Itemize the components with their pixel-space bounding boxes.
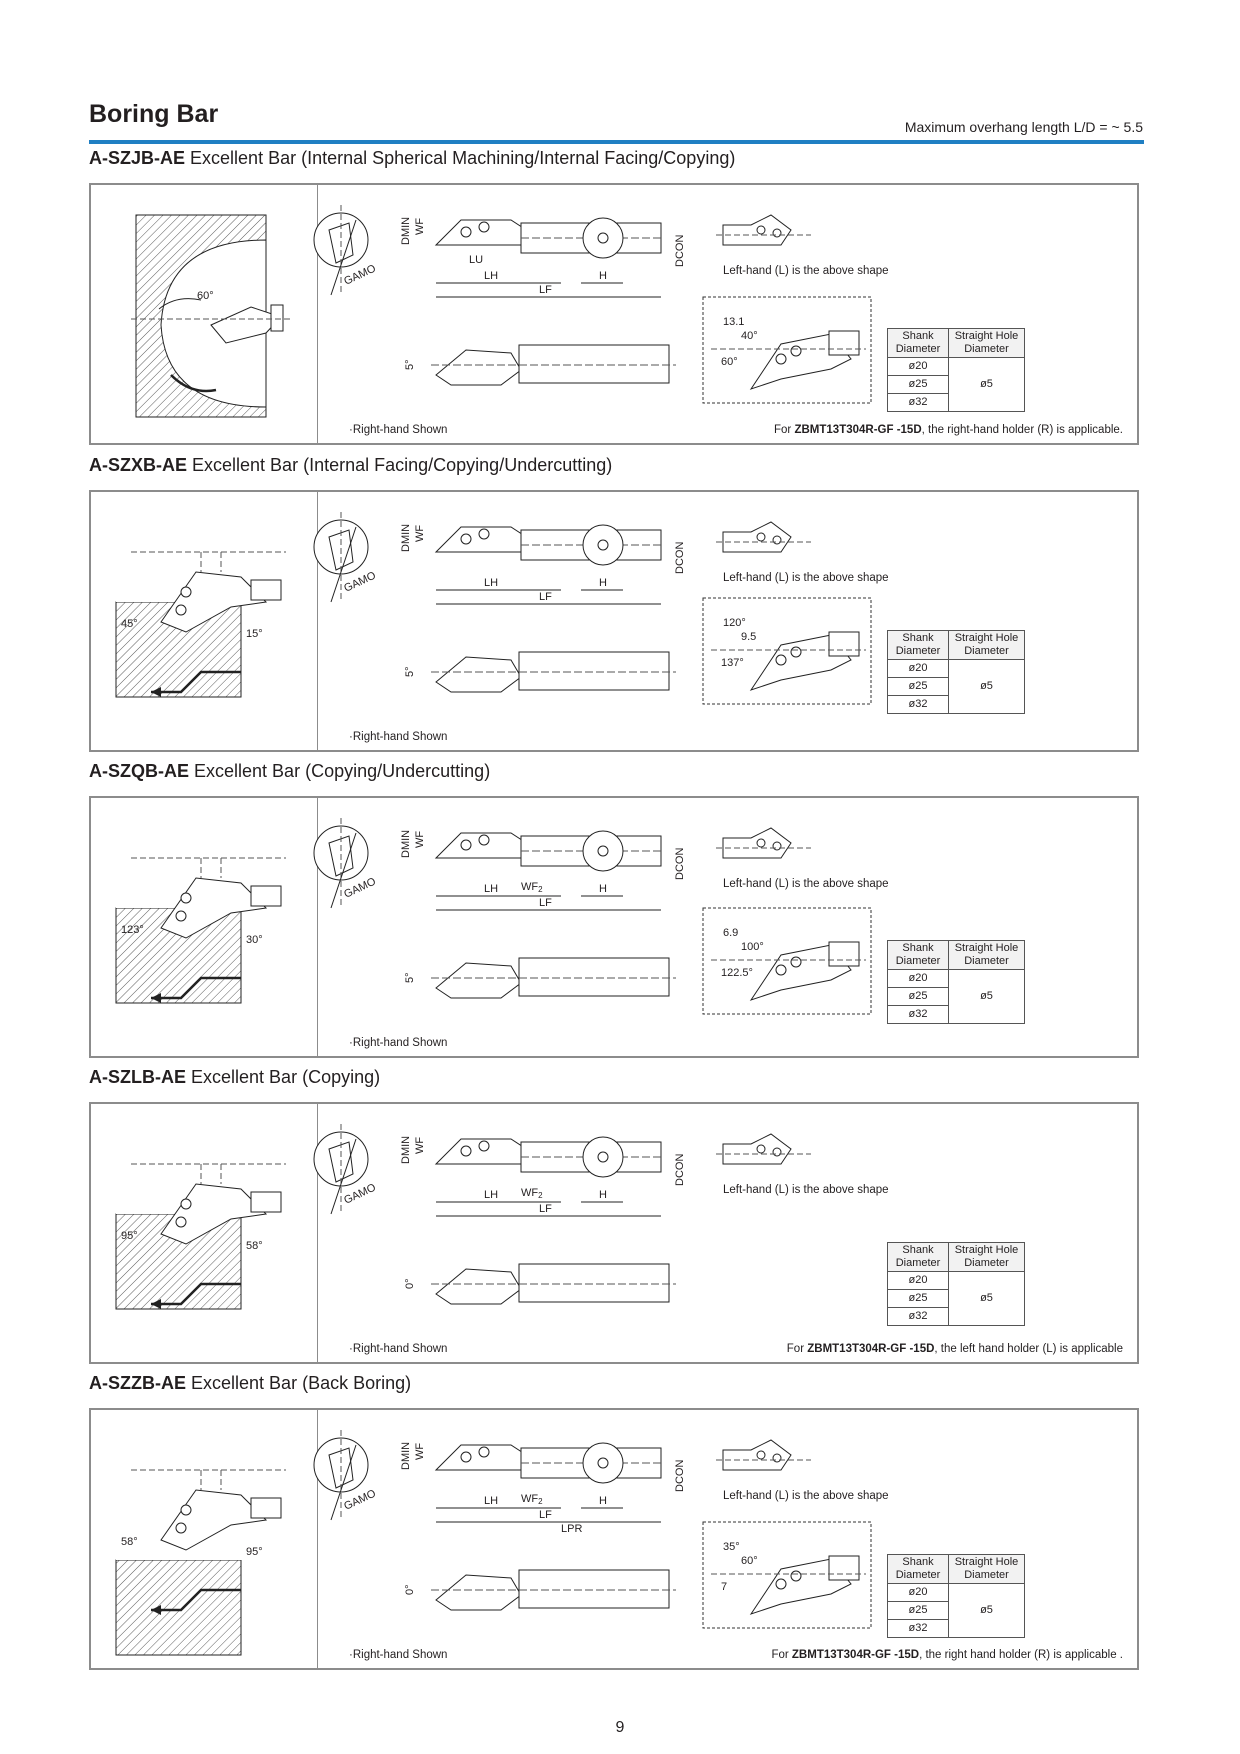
product-code: A-SZXB-AE — [89, 455, 187, 475]
gamo-label: GAMO — [342, 262, 378, 288]
shank-diameter-header: Shank Diameter — [888, 329, 949, 358]
product-panel — [89, 183, 1139, 445]
product-name: Excellent Bar — [191, 1067, 298, 1087]
end-view — [314, 818, 378, 908]
left-hand-note: Left-hand (L) is the above shape — [723, 1184, 889, 1196]
shank-diameter-cell: ø32 — [888, 1006, 949, 1024]
dim-label: WF — [414, 1442, 426, 1460]
spec-table — [887, 328, 1025, 412]
insert-detail-view — [703, 598, 871, 704]
holder-footnote — [787, 1343, 1123, 1355]
left-hand-note: Left-hand (L) is the above shape — [723, 878, 889, 890]
dim-label: LU — [469, 254, 484, 266]
footnote-suffix: , the right-hand holder (R) is applicable. — [921, 424, 1123, 436]
product-desc: (Internal Spherical Machining/Internal Facing/Copying) — [301, 148, 736, 168]
top-view — [404, 1264, 676, 1304]
right-hand-shown-note: ·Right-hand Shown — [349, 424, 448, 436]
left-hand-note: Left-hand (L) is the above shape — [723, 572, 889, 584]
dim-label: LH — [484, 1189, 499, 1201]
angle-label: 95° — [121, 1230, 138, 1242]
product-desc: (Back Boring) — [302, 1373, 412, 1393]
holder-footnote — [771, 1649, 1123, 1661]
end-view — [314, 205, 378, 295]
machining-illustration — [131, 215, 291, 417]
page-title: Boring Bar — [89, 100, 219, 128]
detail-label: 60° — [721, 356, 738, 368]
detail-label: 40° — [741, 330, 758, 342]
shank-diameter-header: Shank Diameter — [888, 631, 949, 660]
angle-label: 5° — [404, 359, 416, 370]
angle-label: 5° — [404, 666, 416, 677]
end-view — [314, 1124, 378, 1214]
detail-label: 35° — [723, 1541, 740, 1553]
side-view — [400, 830, 686, 910]
dim-label: WF2 — [521, 1187, 543, 1200]
angle-label: 123° — [121, 924, 144, 936]
machining-illustration — [116, 1470, 286, 1655]
dim-label: H — [599, 270, 607, 282]
dim-label: LF — [539, 897, 552, 909]
spec-table — [887, 1242, 1025, 1326]
detail-label: 6.9 — [723, 927, 739, 939]
dim-label: H — [599, 883, 607, 895]
section-title — [89, 1373, 411, 1394]
left-hand-note: Left-hand (L) is the above shape — [723, 1490, 889, 1502]
section-title — [89, 1067, 380, 1088]
detail-label: 100° — [741, 941, 764, 953]
product-desc: (Copying/Undercutting) — [305, 761, 491, 781]
shank-diameter-header: Shank Diameter — [888, 1243, 949, 1272]
gamo-label: GAMO — [342, 1487, 378, 1513]
product-panel — [89, 1102, 1139, 1364]
dim-label: LF — [539, 1509, 552, 1521]
detail-label: 122.5° — [721, 967, 753, 979]
footnote-prefix: For — [774, 424, 795, 436]
top-view — [404, 345, 676, 385]
end-view — [314, 512, 378, 602]
dim-label: DMIN — [400, 1135, 412, 1164]
hole-diameter-header: Straight Hole Diameter — [949, 941, 1025, 970]
dim-label: LH — [484, 577, 499, 589]
shank-diameter-cell: ø25 — [888, 1602, 949, 1620]
angle-label: 95° — [246, 1546, 263, 1558]
dim-label: WF — [414, 524, 426, 542]
dim-label: WF — [414, 1136, 426, 1154]
insert-code: ZBMT13T304R-GF -15D — [807, 1343, 935, 1355]
insert-detail-view — [703, 1522, 871, 1628]
shank-diameter-cell: ø20 — [888, 1272, 949, 1290]
side-view — [400, 1442, 686, 1535]
shank-diameter-header: Shank Diameter — [888, 941, 949, 970]
product-name: Excellent Bar — [192, 455, 299, 475]
spec-table — [887, 630, 1025, 714]
side-view — [400, 524, 686, 604]
insert-code: ZBMT13T304R-GF -15D — [791, 1649, 920, 1661]
detail-label: 13.1 — [723, 316, 745, 328]
shank-diameter-cell: ø32 — [888, 696, 949, 714]
top-view — [404, 1570, 676, 1610]
detail-label: 120° — [723, 617, 746, 629]
dim-label: H — [599, 1189, 607, 1201]
left-hand-shape — [716, 522, 811, 552]
shank-diameter-cell: ø32 — [888, 1620, 949, 1638]
dim-label: DCON — [674, 1153, 686, 1186]
dim-label: DMIN — [400, 216, 412, 245]
right-hand-shown-note: ·Right-hand Shown — [349, 1343, 448, 1355]
end-view — [314, 1430, 378, 1520]
hole-diameter-cell: ø5 — [949, 358, 1025, 412]
detail-label: 7 — [721, 1581, 728, 1593]
left-hand-shape — [716, 215, 811, 245]
right-hand-shown-note: ·Right-hand Shown — [349, 1037, 448, 1049]
angle-label: 45° — [121, 618, 138, 630]
product-code: A-SZQB-AE — [89, 761, 189, 781]
dim-label: H — [599, 1495, 607, 1507]
shank-diameter-cell: ø20 — [888, 970, 949, 988]
top-view — [404, 652, 676, 692]
angle-label: 0° — [404, 1278, 416, 1289]
hole-diameter-cell: ø5 — [949, 1584, 1025, 1638]
dim-label: LPR — [561, 1523, 583, 1535]
section-title — [89, 455, 612, 476]
shank-diameter-cell: ø25 — [888, 988, 949, 1006]
machining-illustration — [116, 858, 286, 1003]
insert-detail-view — [703, 297, 871, 403]
detail-label: 60° — [741, 1555, 758, 1567]
machining-illustration — [116, 1164, 286, 1309]
left-hand-note: Left-hand (L) is the above shape — [723, 265, 889, 277]
spec-table — [887, 1554, 1025, 1638]
insert-detail-view — [703, 908, 871, 1014]
left-hand-shape — [716, 1440, 811, 1470]
product-desc: (Copying) — [302, 1067, 381, 1087]
dim-label: DCON — [674, 541, 686, 574]
angle-label: 15° — [246, 628, 263, 640]
section-title — [89, 148, 735, 169]
hole-diameter-header: Straight Hole Diameter — [949, 631, 1025, 660]
spec-table — [887, 940, 1025, 1024]
hole-diameter-cell: ø5 — [949, 660, 1025, 714]
footnote-prefix: For — [786, 1343, 808, 1355]
dim-label: DCON — [674, 1459, 686, 1492]
dim-label: H — [599, 577, 607, 589]
insert-code: ZBMT13T304R-GF -15D — [794, 424, 922, 436]
shank-diameter-cell: ø25 — [888, 678, 949, 696]
shank-diameter-cell: ø32 — [888, 394, 949, 412]
top-view — [404, 958, 676, 998]
dim-label: WF — [414, 217, 426, 235]
gamo-label: GAMO — [342, 875, 378, 901]
title-rule — [89, 140, 1144, 144]
dim-label: LF — [539, 1203, 552, 1215]
side-view — [400, 217, 686, 297]
dim-label: DCON — [674, 847, 686, 880]
detail-label: 137° — [721, 657, 744, 669]
angle-label: 30° — [246, 934, 263, 946]
right-hand-shown-note: ·Right-hand Shown — [349, 731, 448, 743]
angle-label: 5° — [404, 972, 416, 983]
footnote-suffix: , the left hand holder (L) is applicable — [934, 1343, 1123, 1355]
overhang-note: Maximum overhang length L/D = ~ 5.5 — [904, 119, 1143, 135]
detail-label: 9.5 — [741, 631, 757, 643]
product-code: A-SZJB-AE — [89, 148, 186, 168]
left-hand-shape — [716, 828, 811, 858]
dim-label: LF — [539, 591, 552, 603]
left-hand-shape — [716, 1134, 811, 1164]
dim-label: DMIN — [400, 829, 412, 858]
hole-diameter-header: Straight Hole Diameter — [949, 329, 1025, 358]
angle-label: 58° — [121, 1536, 138, 1548]
product-panel — [89, 1408, 1139, 1670]
product-name: Excellent Bar — [190, 148, 297, 168]
section-title — [89, 761, 490, 782]
hole-diameter-cell: ø5 — [949, 1272, 1025, 1326]
product-name: Excellent Bar — [191, 1373, 298, 1393]
dim-label: LF — [539, 284, 552, 296]
page-number: 9 — [615, 1719, 625, 1736]
footnote-prefix: For — [771, 1649, 792, 1661]
dim-label: DCON — [674, 234, 686, 267]
dim-label: LH — [484, 1495, 499, 1507]
shank-diameter-cell: ø32 — [888, 1308, 949, 1326]
dim-label: DMIN — [400, 1441, 412, 1470]
dim-label: LH — [484, 883, 499, 895]
shank-diameter-cell: ø25 — [888, 1290, 949, 1308]
footnote-suffix: , the right hand holder (R) is applicable . — [919, 1649, 1123, 1661]
dim-label: LH — [484, 270, 499, 282]
dim-label: WF2 — [521, 1493, 543, 1506]
product-panel — [89, 490, 1139, 752]
hole-diameter-header: Straight Hole Diameter — [949, 1555, 1025, 1584]
product-code: A-SZLB-AE — [89, 1067, 186, 1087]
product-panel — [89, 796, 1139, 1058]
shank-diameter-cell: ø20 — [888, 358, 949, 376]
gamo-label: GAMO — [342, 569, 378, 595]
angle-label: 58° — [246, 1240, 263, 1252]
angle-label: 0° — [404, 1584, 416, 1595]
shank-diameter-header: Shank Diameter — [888, 1555, 949, 1584]
hole-diameter-header: Straight Hole Diameter — [949, 1243, 1025, 1272]
holder-footnote — [774, 424, 1123, 436]
dim-label: WF — [414, 830, 426, 848]
angle-label: 60° — [197, 290, 214, 302]
machining-illustration — [116, 552, 286, 697]
dim-label: DMIN — [400, 523, 412, 552]
shank-diameter-cell: ø25 — [888, 376, 949, 394]
shank-diameter-cell: ø20 — [888, 660, 949, 678]
hole-diameter-cell: ø5 — [949, 970, 1025, 1024]
gamo-label: GAMO — [342, 1181, 378, 1207]
product-name: Excellent Bar — [194, 761, 301, 781]
shank-diameter-cell: ø20 — [888, 1584, 949, 1602]
dim-label: WF2 — [521, 881, 543, 894]
product-code: A-SZZB-AE — [89, 1373, 186, 1393]
side-view — [400, 1136, 686, 1216]
product-desc: (Internal Facing/Copying/Undercutting) — [303, 455, 613, 475]
right-hand-shown-note: ·Right-hand Shown — [349, 1649, 448, 1661]
